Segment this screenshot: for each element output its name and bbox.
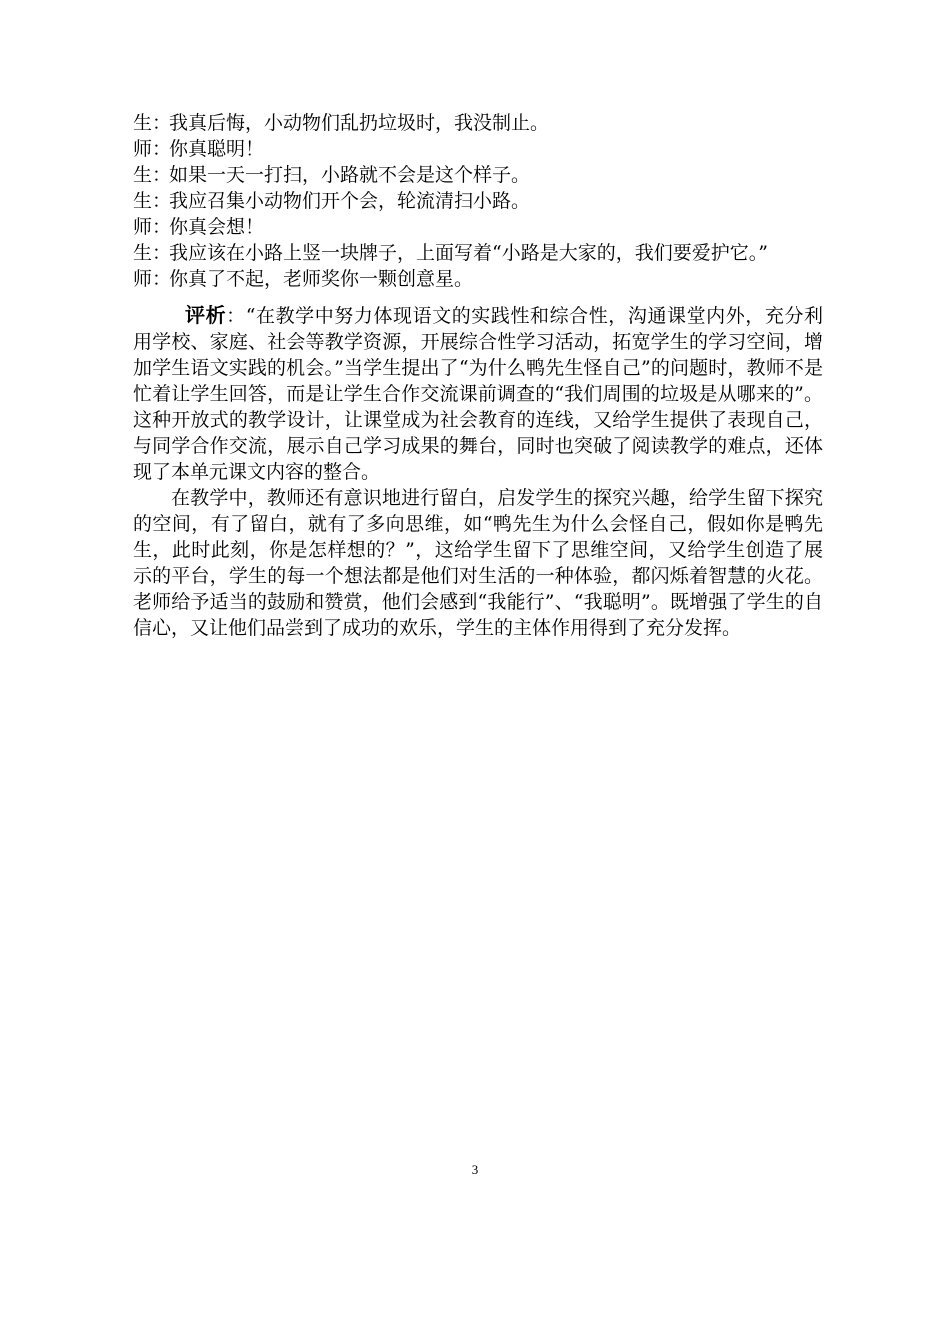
dialogue-line bbox=[133, 188, 823, 214]
page-content bbox=[133, 110, 823, 641]
dialogue-line bbox=[133, 214, 823, 240]
dialogue-line bbox=[133, 110, 823, 136]
dialogue-line bbox=[133, 162, 823, 188]
dialogue-text: 你真会想！ bbox=[169, 216, 265, 238]
dialogue-text: 你真了不起，老师奖你一颗创意星。 bbox=[169, 268, 474, 290]
dialogue-text: 我应该在小路上竖一块牌子，上面写着“小路是大家的，我们要爱护它。” bbox=[169, 242, 768, 264]
speaker-label: 师： bbox=[133, 138, 172, 160]
speaker-label: 生： bbox=[133, 164, 172, 186]
dialogue-text: 如果一天一打扫，小路就不会是这个样子。 bbox=[169, 164, 531, 186]
speaker-label: 师： bbox=[133, 216, 172, 238]
speaker-label: 生： bbox=[133, 112, 172, 134]
speaker-label: 生： bbox=[133, 242, 172, 264]
analysis-text: ：“在教学中努力体现语文的实践性和综合性，沟通课堂内外，充分利用学校、家庭、社会等教学资源，开展综合性学习活动，拓宽学生的学习空间，增加学生语文实践的机会。”当学生提出了“为什么鸭先生怪自己”的问题时，教师不是忙着让学生回答，而是让学生合作交流课前调查的“我们周围的垃圾是从哪来的”。这种开放式的教学设计，让课堂成为社会教育的连线，又给学生提供了表现自己，与同学合作交流，展示自己学习成果的舞台，同时也突破了阅读教学的难点，还体现了本单元课文内容的整合。 bbox=[133, 305, 824, 483]
dialogue-text: 我真后悔，小动物们乱扔垃圾时，我没制止。 bbox=[169, 112, 550, 134]
speaker-label: 师： bbox=[133, 268, 172, 290]
analysis-label: 评析 bbox=[185, 303, 227, 327]
speaker-label: 生： bbox=[133, 190, 172, 212]
analysis-paragraph-2: 在教学中，教师还有意识地进行留白，启发学生的探究兴趣，给学生留下探究的空间，有了留白，就有了多向思维，如“鸭先生为什么会怪自己，假如你是鸭先生，此时此刻，你是怎样想的？”，这给学生留下了思维空间，又给学生创造了展示的平台，学生的每一个想法都是他们对生活的一种体验，都闪烁着智慧的火花。老师给予适当的鼓励和赞赏，他们会感到“我能行”、“我聪明”。既增强了学生的自信心，又让他们品尝到了成功的欢乐，学生的主体作用得到了充分发挥。 bbox=[133, 487, 823, 639]
dialogue-text: 我应召集小动物们开个会，轮流清扫小路。 bbox=[169, 190, 531, 212]
dialogue-text: 你真聪明！ bbox=[169, 138, 265, 160]
analysis-paragraph bbox=[133, 302, 823, 485]
page-number: 3 bbox=[471, 1162, 479, 1177]
dialogue-line bbox=[133, 266, 823, 292]
dialogue-line bbox=[133, 136, 823, 162]
dialogue-line bbox=[133, 240, 823, 266]
